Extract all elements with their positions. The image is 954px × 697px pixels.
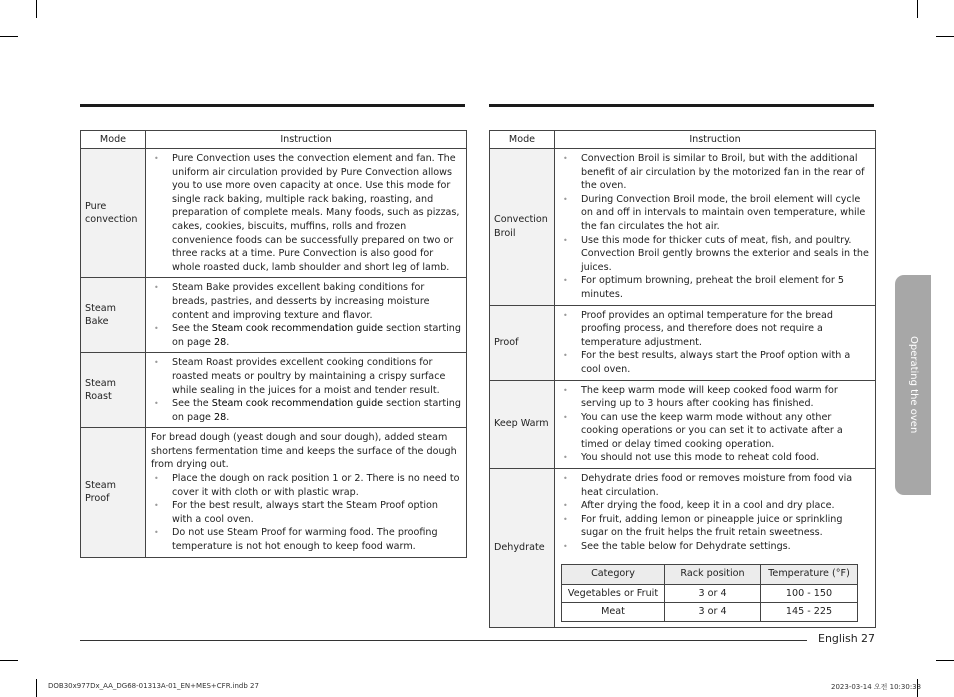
table-row bbox=[81, 278, 467, 353]
print-datetime: 2023-03-14 오전 10:30:33 bbox=[831, 683, 922, 691]
table-header bbox=[81, 131, 467, 149]
crop-mark bbox=[936, 660, 954, 661]
instruction-cell bbox=[146, 428, 467, 557]
header-temperature: Temperature (°F) bbox=[761, 564, 858, 584]
chapter-tab-label: Operating the oven bbox=[908, 336, 919, 434]
bullet-item: • For fruit, adding lemon or pineapple juice or sprinkling sugar on the fruit helps the fruit retain sweetness. bbox=[560, 513, 870, 540]
bullet-item: • Place the dough on rack position 1 or 2. There is no need to cover it with cloth or with plastic wrap. bbox=[151, 472, 461, 499]
instruction-cell bbox=[555, 380, 876, 469]
bullet-item: • Do not use Steam Proof for warming food. The proofing temperature is not hot enough to keep food warm. bbox=[151, 526, 461, 553]
header-instruction: Instruction bbox=[146, 131, 467, 149]
table-row bbox=[490, 469, 876, 628]
bullet-item: • Convection Broil is similar to Broil, but with the additional benefit of air circulation by the motorized fan in the rear of the oven. bbox=[560, 152, 870, 193]
ref-pre: See the bbox=[172, 323, 209, 335]
mode-proof: Proof bbox=[490, 305, 555, 380]
instruction-cell bbox=[555, 469, 876, 628]
table-row bbox=[490, 380, 876, 469]
mode-table-right bbox=[489, 130, 876, 628]
table-header bbox=[562, 564, 858, 584]
ref-page-number[interactable]: 28 bbox=[214, 411, 227, 423]
cell-temperature: 100 - 150 bbox=[761, 584, 858, 603]
header-mode: Mode bbox=[81, 131, 146, 149]
chapter-side-tab bbox=[895, 275, 931, 495]
table-row bbox=[81, 428, 467, 557]
header-rack-position: Rack position bbox=[665, 564, 761, 584]
table-row bbox=[562, 584, 858, 603]
bullet-item: • During Convection Broil mode, the broil element will cycle on and off in intervals to maintain oven temperature, while the fan circulates the hot air. bbox=[560, 193, 870, 234]
instruction-cell bbox=[555, 149, 876, 306]
bullet-item: • Steam Roast provides excellent cooking conditions for roasted meats or poultry by maintaining a crispy surface while sealing in the juices for a moist and tender result. bbox=[151, 356, 461, 397]
table-row bbox=[81, 149, 467, 278]
footer-page-number: 27 bbox=[861, 632, 875, 645]
mode-convection-broil: Convection Broil bbox=[490, 149, 555, 306]
section-rule-right bbox=[489, 104, 874, 107]
crop-mark bbox=[917, 0, 918, 18]
cell-temperature: 145 - 225 bbox=[761, 603, 858, 622]
mode-steam-bake: Steam Bake bbox=[81, 278, 146, 353]
ref-mid: section starting on page bbox=[172, 398, 461, 423]
bullet-item: • After drying the food, keep it in a cool and dry place. bbox=[560, 499, 870, 513]
mode-table-left bbox=[80, 130, 467, 558]
footer-language: English bbox=[818, 632, 858, 645]
header-category: Category bbox=[562, 564, 665, 584]
bullet-item: • The keep warm mode will keep cooked food warm for serving up to 3 hours after cooking has finished. bbox=[560, 384, 870, 411]
bullet-item: • You can use the keep warm mode without any other cooking operations or you can set it to activate after a timed or delay timed cooking operation. bbox=[560, 411, 870, 452]
mode-steam-proof: Steam Proof bbox=[81, 428, 146, 557]
footer-rule bbox=[80, 640, 807, 641]
bullet-item: • For optimum browning, preheat the broil element for 5 minutes. bbox=[560, 274, 870, 301]
crop-mark bbox=[0, 660, 18, 661]
dehydrate-settings-table bbox=[561, 564, 858, 622]
instruction-cell bbox=[555, 305, 876, 380]
mode-dehydrate: Dehydrate bbox=[490, 469, 555, 628]
table-row bbox=[490, 149, 876, 306]
bullet-item: • Pure Convection uses the convection element and fan. The uniform air circulation provided by Pure Convection allows you to use more oven capacity at once. Use this mode for single rack baking, multiple rack baking, roasting, and preparation of complete meals. Many foods, such as pizzas, cakes, cookies, biscuits, muffins, rolls and frozen convenience foods can be successfully prepared on two or three racks at a time. Pure Convection is also good for whole roasted duck, lamb shoulder and short leg of lamb. bbox=[151, 152, 461, 274]
ref-link-steam-guide[interactable]: Steam cook recommendation guide bbox=[211, 398, 384, 410]
cell-category: Meat bbox=[562, 603, 665, 622]
crop-mark bbox=[36, 679, 37, 697]
bullet-item: • Proof provides an optimal temperature for the bread proofing process, and therefore does not require a temperature adjustment. bbox=[560, 309, 870, 350]
header-instruction: Instruction bbox=[555, 131, 876, 149]
bullet-item: • Steam Bake provides excellent baking conditions for breads, pastries, and desserts by increasing moisture content and improving texture and flavor. bbox=[151, 281, 461, 322]
cell-rack: 3 or 4 bbox=[665, 603, 761, 622]
ref-pre: See the bbox=[172, 398, 209, 410]
crop-mark bbox=[936, 36, 954, 37]
ref-post: . bbox=[226, 336, 230, 348]
table-row bbox=[490, 305, 876, 380]
print-file-info: DOB30x977Dx_AA_DG68-01313A-01_EN+MES+CFR.indb 27 bbox=[48, 682, 259, 690]
section-rule-left bbox=[80, 104, 465, 107]
intro-text: For bread dough (yeast dough and sour dough), added steam shortens fermentation time and keeps the surface of the dough from drying out. bbox=[151, 432, 457, 471]
table-row bbox=[81, 353, 467, 428]
ref-page-number[interactable]: 28 bbox=[214, 336, 227, 348]
bullet-item-reference bbox=[151, 397, 461, 424]
bullet-item-reference bbox=[151, 322, 461, 349]
mode-pure-convection: Pure convection bbox=[81, 149, 146, 278]
cell-category: Vegetables or Fruit bbox=[562, 584, 665, 603]
bullet-item: • Dehydrate dries food or removes moisture from food via heat circulation. bbox=[560, 472, 870, 499]
instruction-cell bbox=[146, 353, 467, 428]
bullet-item: • Use this mode for thicker cuts of meat, fish, and poultry. Convection Broil gently browns the exterior and seals in the juices. bbox=[560, 234, 870, 275]
crop-mark bbox=[36, 0, 37, 18]
crop-mark bbox=[0, 36, 18, 37]
instruction-cell bbox=[146, 278, 467, 353]
bullet-item: • For the best results, always start the Proof option with a cool oven. bbox=[560, 349, 870, 376]
cell-rack: 3 or 4 bbox=[665, 584, 761, 603]
ref-post: . bbox=[226, 411, 230, 423]
mode-keep-warm: Keep Warm bbox=[490, 380, 555, 469]
header-mode: Mode bbox=[490, 131, 555, 149]
bullet-item: • You should not use this mode to reheat cold food. bbox=[560, 451, 870, 465]
instruction-cell bbox=[146, 149, 467, 278]
bullet-item: • For the best result, always start the Steam Proof option with a cool oven. bbox=[151, 499, 461, 526]
bullet-item: • See the table below for Dehydrate settings. bbox=[560, 540, 870, 554]
table-header bbox=[490, 131, 876, 149]
mode-steam-roast: Steam Roast bbox=[81, 353, 146, 428]
ref-link-steam-guide[interactable]: Steam cook recommendation guide bbox=[211, 323, 384, 335]
ref-mid: section starting on page bbox=[172, 323, 461, 348]
table-row bbox=[562, 603, 858, 622]
